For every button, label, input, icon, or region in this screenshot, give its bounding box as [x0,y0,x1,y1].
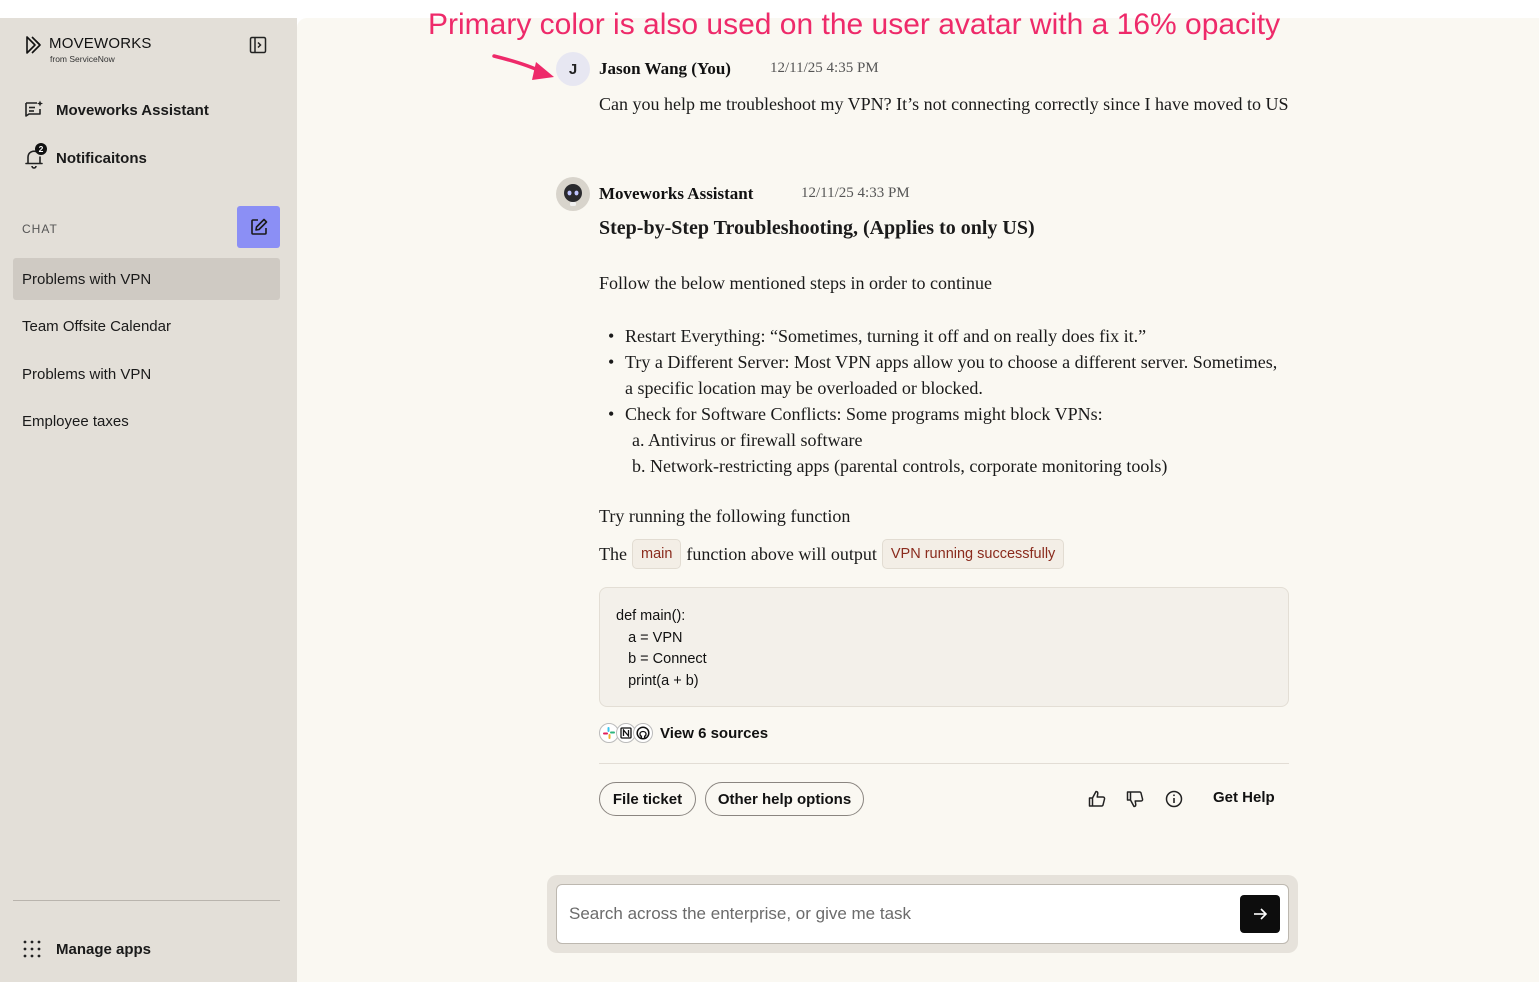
collapse-sidebar-button[interactable] [248,35,268,55]
chat-item[interactable]: Problems with VPN [22,365,152,383]
sidebar-divider [13,900,280,901]
sidebar [0,18,297,982]
code-line: print(a + b) [616,672,699,689]
manage-apps-label: Manage apps [56,940,152,958]
sentence-prefix: The [599,543,627,564]
sub-list-item: a. Antivirus or firewall software [632,430,863,450]
nav-moveworks-assistant[interactable] [22,97,209,123]
list-item [608,401,1288,479]
assistant-message-timestamp: 12/11/25 4:33 PM [801,185,910,201]
assistant-avatar [556,177,590,211]
grid-dots-icon [22,939,42,959]
design-annotation: Primary color is also used on the user avatar with a 16% opacity [428,8,1281,41]
sub-list-item: b. Network-restricting apps (parental controls, corporate monitoring tools) [632,456,1168,476]
arrow-right-icon [1251,905,1269,923]
inline-code-sentence [599,539,1069,569]
brand-subtitle: from ServiceNow [50,54,115,64]
message-input[interactable] [569,885,1219,943]
list-item-text: Check for Software Conflicts: Some programs might block VPNs: [625,404,1103,424]
chat-item[interactable]: Problems with VPN [13,258,280,300]
notification-badge: 2 [35,143,47,155]
sub-list [625,427,1288,479]
chat-item[interactable]: Employee taxes [22,412,129,430]
code-block[interactable] [599,587,1289,707]
message-divider [599,763,1289,764]
annotation-arrow-icon [490,50,560,86]
view-sources-label: View 6 sources [660,724,769,742]
github-icon [633,723,653,743]
get-help-button[interactable]: Get Help [1213,789,1275,806]
thumbs-down-icon[interactable] [1124,788,1146,810]
edit-icon [249,217,269,237]
code-line: a = VPN [616,629,683,646]
user-message-timestamp: 12/11/25 4:35 PM [770,60,879,76]
robot-icon [561,181,585,207]
code-line: b = Connect [616,651,707,667]
troubleshooting-list [608,323,1288,479]
moveworks-logo-icon [24,34,46,56]
sidebar-toggle-icon [248,35,268,55]
inline-code-chip: main [632,539,681,569]
brand-name: MOVEWORKS [49,35,152,52]
assistant-icon [22,98,46,122]
assistant-sender-name: Moveworks Assistant [599,184,754,203]
view-sources-button[interactable] [599,722,768,744]
code-line: def main(): [616,608,686,624]
info-icon[interactable] [1163,788,1185,810]
other-help-options-button[interactable]: Other help options [705,782,864,816]
user-message-text: Can you help me troubleshoot my VPN? It’s not connecting correctly since I have moved to US [599,94,1289,114]
list-item: • Try a Different Server: Most VPN apps allow you to choose a different server. Sometimes, a specific location may be overloaded or blocked. [608,349,1288,401]
chat-item[interactable]: Team Offsite Calendar [22,317,171,335]
user-avatar: J [556,52,590,86]
response-heading: Step-by-Step Troubleshooting, (Applies to only US) [599,217,1035,239]
file-ticket-button[interactable]: File ticket [599,782,696,816]
list-item: • Restart Everything: “Sometimes, turning it off and on really does fix it.” [608,323,1288,349]
chat-section-label: CHAT [22,222,58,236]
thumbs-up-icon[interactable] [1086,788,1108,810]
manage-apps-button[interactable] [22,937,151,961]
sentence-middle: function above will output [686,543,877,564]
nav-label: Notificaitons [56,149,147,167]
nav-notifications[interactable] [22,145,147,171]
brand-logo[interactable] [24,34,174,66]
new-chat-button[interactable] [237,206,280,248]
inline-code-chip: VPN running successfully [882,539,1064,569]
send-button[interactable] [1240,895,1280,933]
try-running-text: Try running the following function [599,506,851,526]
chat-main-area [297,18,1539,982]
composer [556,884,1289,944]
user-sender-name: Jason Wang (You) [599,59,731,78]
nav-label: Moveworks Assistant [56,101,209,119]
response-intro: Follow the below mentioned steps in order to continue [599,273,992,293]
bell-icon [22,146,46,170]
